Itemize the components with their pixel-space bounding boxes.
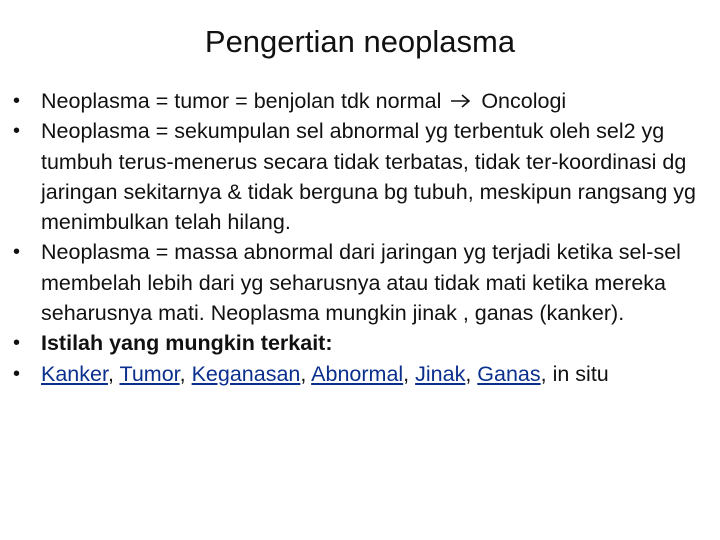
bullet-item xyxy=(12,116,702,237)
term-separator: , xyxy=(465,361,478,386)
term-link-ganas[interactable]: Ganas xyxy=(477,361,541,386)
term-separator: , xyxy=(403,361,416,386)
bullet-text: Neoplasma = sekumpulan sel abnormal yg terbentuk oleh sel2 yg tumbuh terus-menerus secara tidak terbatas, tidak ter-koordinasi dg jaringan sekitarnya & tidak berguna bg tubuh, meskipun rangsang yg menimbulkan telah hilang. xyxy=(41,119,696,235)
term-separator: , xyxy=(179,361,192,386)
bullet-item xyxy=(12,328,702,358)
bullet-list xyxy=(12,86,702,389)
right-arrow-icon xyxy=(449,93,473,109)
term-link-abnormal[interactable]: Abnormal xyxy=(311,361,404,386)
bullet-text-after-arrow: Oncologi xyxy=(481,89,567,113)
slide-title: Pengertian neoplasma xyxy=(204,24,516,59)
bullet-dot: • xyxy=(13,241,21,264)
bullet-item xyxy=(12,237,702,328)
term-link-tumor[interactable]: Tumor xyxy=(119,361,180,386)
bullet-dot: • xyxy=(13,362,21,385)
bullet-dot: • xyxy=(13,120,21,143)
bullet-text: Neoplasma = massa abnormal dari jaringan yg terjadi ketika sel-sel membelah lebih dari yg seharusnya atau tidak mati ketika mereka seharusnya mati. Neoplasma mungkin jinak , ganas (kanker). xyxy=(41,240,681,326)
bullet-text: Neoplasma = tumor = benjolan tdk normal xyxy=(41,89,442,113)
trailing-text: , in situ xyxy=(540,361,609,386)
bullet-item xyxy=(12,359,702,389)
term-separator: , xyxy=(107,361,120,386)
term-separator: , xyxy=(300,361,312,386)
bullet-dot: • xyxy=(13,90,21,112)
term-link-jinak[interactable]: Jinak xyxy=(415,361,466,386)
bullet-dot: • xyxy=(13,332,21,355)
related-terms-links xyxy=(41,362,609,386)
term-link-kanker[interactable]: Kanker xyxy=(41,361,108,386)
bullet-item xyxy=(12,86,702,116)
related-terms-heading: Istilah yang mungkin terkait: xyxy=(41,331,333,356)
term-link-keganasan[interactable]: Keganasan xyxy=(191,361,301,386)
